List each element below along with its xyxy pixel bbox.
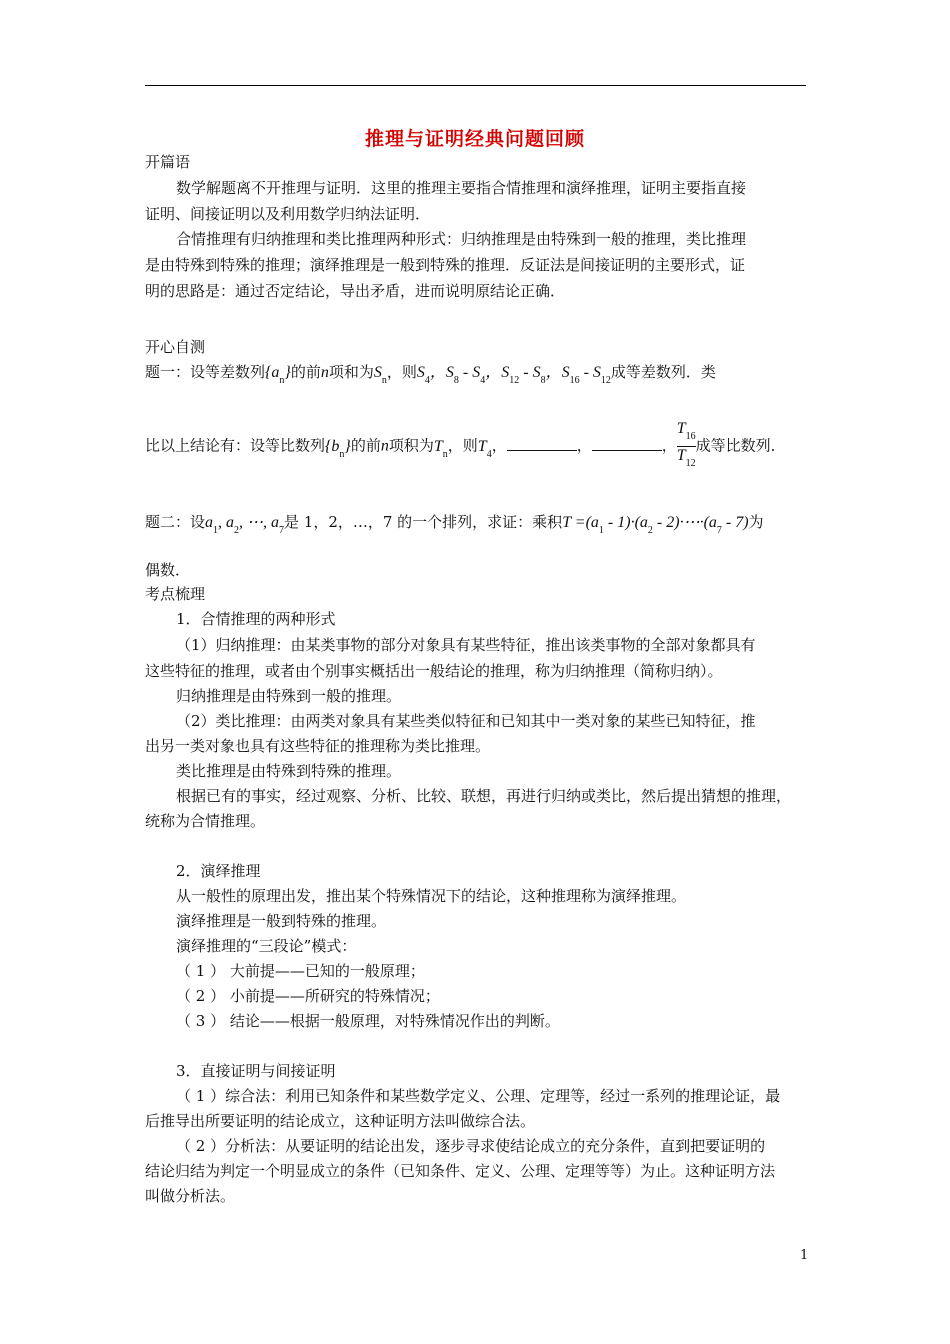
section-1-paragraph-1b: 这些特征的推理，或者由个别事实概括出一般结论的推理，称为归纳推理（简称归纳）。 [145, 662, 723, 680]
heading-selftest: 开心自测 [145, 338, 206, 356]
q1-text: ，则 [447, 436, 478, 455]
opening-paragraph-2c: 明的思路是：通过否定结论，导出矛盾，进而说明原结论正确． [145, 282, 566, 300]
q2-text: 为 [748, 513, 764, 531]
section-3-paragraph-1a: （ 1 ）综合法：利用已知条件和某些数学定义、公理、定理等，经过一系列的推理论证，最 [176, 1087, 781, 1105]
formula-fraction: $\frac{T_{16}}{T_{12}}$ [677, 420, 696, 473]
formula-t4: $T_4$ [477, 437, 492, 460]
section-2-heading: 2．演绎推理 [176, 862, 261, 880]
section-1-paragraph-5b: 统称为合情推理。 [145, 812, 266, 830]
section-2-paragraph-1: 从一般性的原理出发，推出某个特殊情况下的结论，这种推理称为演绎推理。 [176, 887, 687, 905]
formula-bn: $\{b_n\}$ [325, 437, 351, 460]
q1-lead: 题一：设等差数列 [145, 363, 266, 381]
section-3-paragraph-2a: （ 2 ）分析法：从要证明的结论出发，逐步寻求使结论成立的充分条件，直到把要证明的 [176, 1137, 766, 1155]
section-1-paragraph-5a: 根据已有的事实，经过观察、分析、比较、联想，再进行归纳或类比，然后提出猜想的推理， [176, 787, 792, 805]
formula-sn: $S_n$ [373, 364, 387, 386]
q1-text: 的前 [290, 363, 321, 381]
section-3-paragraph-2b: 结论归结为判定一个明显成立的条件（已知条件、定义、公理、定理等等）为止。这种证明方法 [145, 1162, 776, 1180]
section-2-item-1: （ 1 ） 大前提——已知的一般原理； [176, 962, 425, 980]
q1-text: 比以上结论有：设等比数列 [145, 436, 326, 455]
formula-tn: $T_n$ [433, 437, 448, 460]
opening-paragraph-1a: 数学解题离不开推理与证明．这里的推理主要指合情推理和演绎推理，证明主要指直接 [176, 179, 747, 197]
section-3-paragraph-1b: 后推导出所要证明的结论成立，这种证明方法叫做综合法。 [145, 1112, 536, 1130]
opening-paragraph-1b: 证明、间接证明以及利用数学归纳法证明． [145, 205, 431, 223]
heading-opening: 开篇语 [145, 153, 191, 171]
section-3-paragraph-2c: 叫做分析法。 [145, 1187, 236, 1205]
section-1-paragraph-2: 归纳推理是由特殊到一般的推理。 [176, 687, 402, 705]
q1-text: 成等差数列．类 [610, 363, 716, 381]
question-2-line-1 [145, 512, 764, 541]
section-1-heading: 1．合情推理的两种形式 [176, 610, 336, 628]
question-1-line-2: 比以上结论有：设等比数列$\{b_n\}$的前n项积为$T_n$，则$T_4$， ， ，$\frac{T_{16}}{T_{12}}$ 成等比数列． [145, 420, 786, 473]
page-number: 1 [800, 1248, 809, 1263]
formula-n: n [320, 364, 329, 381]
section-2-paragraph-2: 演绎推理是一般到特殊的推理。 [176, 912, 387, 930]
section-1-paragraph-3b: 出另一类对象也具有这些特征的推理称为类比推理。 [145, 737, 491, 755]
q1-text: 成等比数列． [695, 436, 786, 455]
question-1-line-1 [145, 362, 716, 391]
section-1-paragraph-1a: （1）归纳推理：由某类事物的部分对象具有某些特征，推出该类事物的全部对象都具有 [176, 636, 756, 654]
q1-text: 项积为 [388, 436, 434, 455]
page-title: 推理与证明经典问题回顾 [364, 128, 585, 150]
answer-blank-2[interactable] [592, 436, 662, 451]
q1-text: 项和为 [328, 363, 374, 381]
formula-n: n [380, 437, 389, 455]
formula-an: $\{a_n\}$ [265, 364, 291, 386]
formula-seq: $S_4$，$S_8 - S_4$，$S_{12} - S_8$，$S_{16} - S_{12}$ [416, 364, 611, 386]
section-2-item-2: （ 2 ） 小前提——所研究的特殊情况； [176, 987, 440, 1005]
heading-review: 考点梳理 [145, 585, 206, 603]
q2-text: 题二：设 [145, 513, 206, 531]
section-1-paragraph-4: 类比推理是由特殊到特殊的推理。 [176, 762, 402, 780]
q1-text: 的前 [350, 436, 381, 455]
section-3-heading: 3．直接证明与间接证明 [176, 1062, 336, 1080]
q1-text: ，则 [386, 363, 417, 381]
section-1-paragraph-3a: （2）类比推理：由两类对象具有某些类似特征和已知其中一类对象的某些已知特征，推 [176, 712, 756, 730]
section-2-item-3: （ 3 ） 结论——根据一般原理，对特殊情况作出的判断。 [176, 1012, 560, 1030]
section-2-paragraph-3: 演绎推理的“三段论”模式： [176, 937, 357, 955]
header-rule [145, 85, 806, 86]
formula-a-seq: $a_1$, $a_2$, ⋯, $a_7$ [205, 514, 285, 536]
opening-paragraph-2a: 合情推理有归纳推理和类比推理两种形式：归纳推理是由特殊到一般的推理，类比推理 [176, 230, 747, 248]
answer-blank-1[interactable] [507, 436, 577, 451]
question-2-line-2: 偶数． [145, 561, 191, 579]
formula-product: $T =(a_1 - 1)\cdot(a_2$ - $2)\cdot\cdots\cdot(a_7 - 7)$ [562, 514, 749, 536]
opening-paragraph-2b: 是由特殊到特殊的推理；演绎推理是一般到特殊的推理．反证法是间接证明的主要形式，证 [145, 256, 746, 274]
q2-text: 是 1，2，…，7 的一个排列，求证：乘积 [284, 513, 563, 531]
